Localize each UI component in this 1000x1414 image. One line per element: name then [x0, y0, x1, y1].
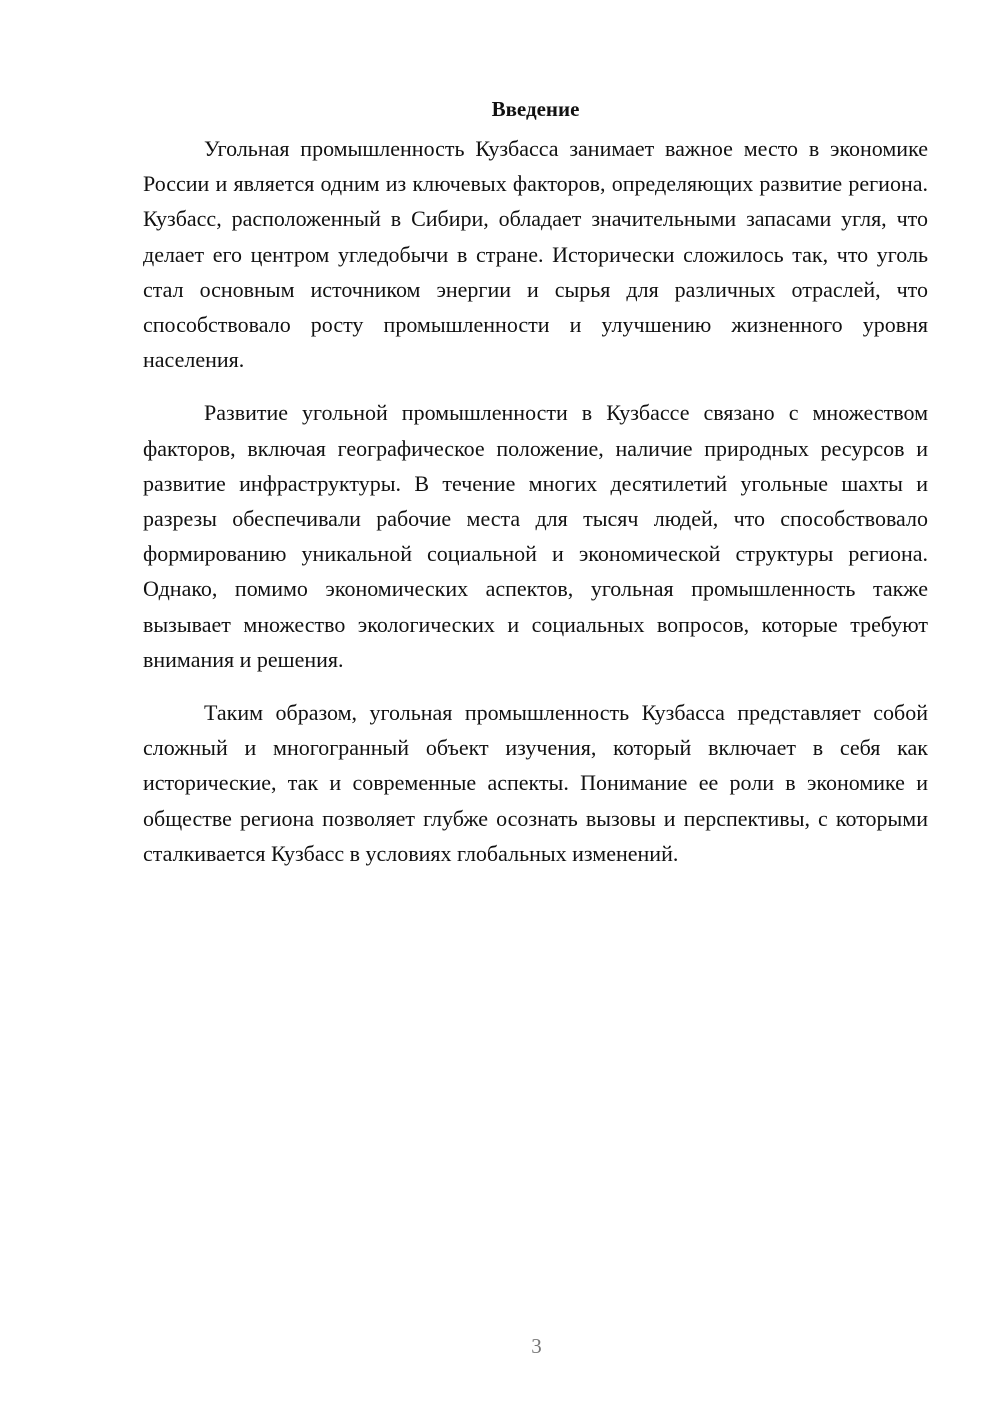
section-heading: Введение	[491, 97, 580, 121]
page-number: 3	[531, 1334, 542, 1358]
page-content	[143, 92, 928, 871]
paragraph-3: Таким образом, угольная промышленность Кузбасса представляет собой сложный и многогранный объект изучения, который включает в себя как исторические, так и современные аспекты. Понимание ее роли в экономике и обществе региона позволяет глубже осознать вызовы и перспективы, с которыми сталкивается Кузбасс в условиях глобальных изменений.	[143, 700, 928, 866]
paragraph-2: Развитие угольной промышленности в Кузбассе связано с множеством факторов, включая географическое положение, наличие природных ресурсов и развитие инфраструктуры. В течение многих десятилетий угольные шахты и разрезы обеспечивали рабочие места для тысяч людей, что способствовало формированию уникальной социальной и экономической структуры региона. Однако, помимо экономических аспектов, угольная промышленность также вызывает множество экологических и социальных вопросов, которые требуют внимания и решения.	[143, 400, 928, 672]
paragraph-1: Угольная промышленность Кузбасса занимает важное место в экономике России и является одним из ключевых факторов, определяющих развитие региона. Кузбасс, расположенный в Сибири, обладает значительными запасами угля, что делает его центром угледобычи в стране. Исторически сложилось так, что уголь стал основным источником энергии и сырья для различных отраслей, что способствовало росту промышленности и улучшению жизненного уровня населения.	[143, 136, 928, 373]
